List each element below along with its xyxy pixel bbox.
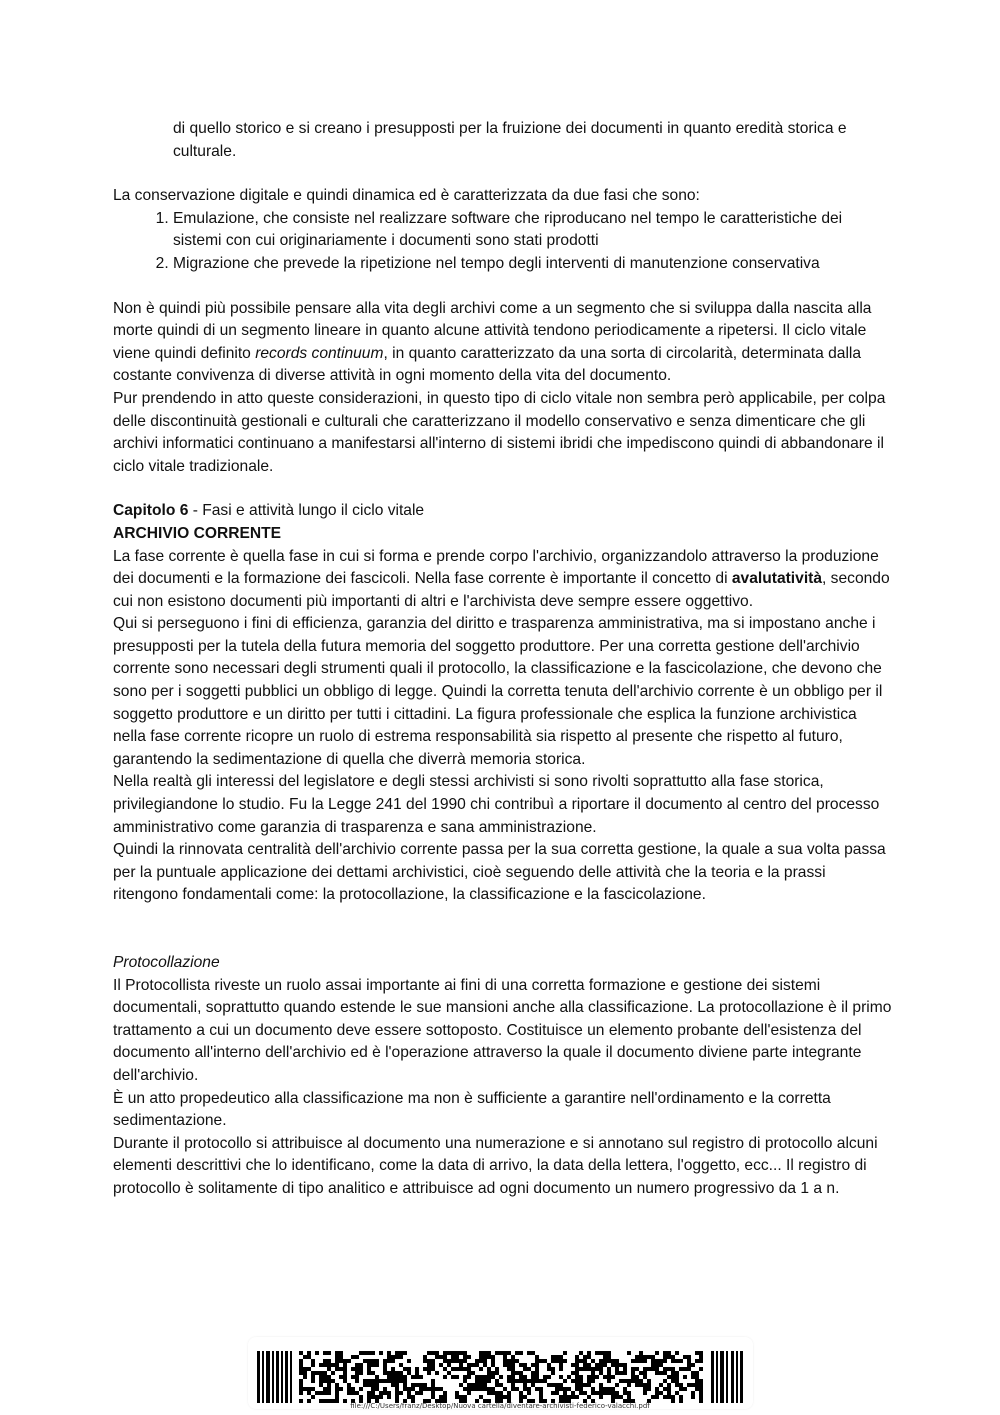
lifecycle-paragraph-2: Pur prendendo in atto queste considerazioni, in questo tipo di ciclo vitale non sembra però applicabile, per colpa delle discontinuità gestionali e culturali che caratterizzano il modello conservativo e senza dimenticare che gli archivi informatici continuano a manifestarsi all'interno di sistemi ibridi che impediscono quindi di abbandonare il ciclo vitale tradizionale.	[113, 389, 886, 475]
subsection-heading: Protocollazione	[113, 954, 220, 971]
continuation-paragraph: di quello storico e si creano i presupposti per la fruizione dei documenti in quanto eredità storica e culturale.	[173, 120, 847, 160]
body-text	[113, 118, 893, 1201]
text-run: , in quanto caratterizzato da una sorta di circolarità, determinata dalla costante convivenza di diverse attività in ogni momento della vita del documento.	[113, 344, 862, 385]
protocol-paragraph-3: Durante il protocollo si attribuisce al documento una numerazione e si annotano sul registro di protocollo alcuni elementi descrittivi che lo identificano, come la data di arrivo, la data della lettera, l'oggetto, ecc... Il registro di protocollo è solitamente di tipo analitico e attribuisce ad ogni documento un numero progressivo da 1 a n.	[113, 1134, 878, 1197]
barcode	[248, 1337, 753, 1409]
chapter-paragraph-3: Nella realtà gli interessi del legislatore e degli stessi archivisti si sono rivolti soprattutto alla fase storica, privilegiandone lo studio. Fu la Legge 241 del 1990 chi contribuì a riportare il documento al centro del processo amministrativo come garanzia di trasparenza e sana amministrazione.	[113, 773, 880, 836]
chapter-heading	[113, 500, 893, 523]
text-run: , secondo cui non esistono documenti più importanti di altri e l'archivista deve sempre essere oggettivo.	[113, 570, 890, 610]
list-item: 1. Emulazione, che consiste nel realizzare software che riproducano nel tempo le caratteristiche dei sistemi con cui originariamente i documenti sono stati prodotti	[173, 208, 893, 253]
digital-conservation-intro: La conservazione digitale e quindi dinamica ed è caratterizzata da due fasi che sono:	[113, 187, 700, 205]
text-run: Non è quindi più possibile pensare alla vita degli archivi come a un segmento che si sviluppa dalla nascita alla morte quindi di un segmento lineare in quanto alcune attività tendono periodicamente a ripetersi. Il ciclo vitale viene quindi definito	[113, 299, 872, 362]
chapter-label: Capitolo 6	[113, 502, 189, 520]
conservation-phases-list	[113, 208, 893, 276]
section-heading: ARCHIVIO CORRENTE	[113, 524, 282, 542]
protocol-paragraph: Il Protocollista riveste un ruolo assai importante ai fini di una corretta formazione e gestione dei sistemi documentali, soprattutto quando estende le sue mansioni anche alla classificazione. La protocollazione è il primo trattamento a cui un documento deve essere sottoposto. Costituisce un elemento probante dell'esistenza del documento all'interno dell'archivio ed è l'operazione attraverso la quale il documento diviene parte integrante dell'archivio.	[113, 976, 892, 1084]
chapter-paragraph-4: Quindi la rinnovata centralità dell'archivio corrente passa per la sua corretta gestione, la quale a sua volta passa per la puntuale applicazione dei dettami archivistici, cioè seguendo delle attività che la teoria e la prassi ritengono fondamentali come: la protocollazione, la classificazione e la fascicolazione.	[113, 841, 886, 904]
chapter-paragraph	[113, 546, 893, 614]
chapter-paragraph-2: Qui si perseguono i fini di efficienza, garanzia del diritto e trasparenza amministrativa, ma si impostano anche i presupposti per la tutela della futura memoria del soggetto produttore. Per una corretta gestione dell'archivio corrente sono necessari degli strumenti quali il protocollo, la classificazione e la fascicolazione, che devono che sono per i soggetti pubblici un obbligo di legge. Quindi la corretta tenuta dell'archivio corrente è un obbligo per il soggetto produttore e un diritto per tutti i cittadini. La figura professionale che esplica la funzione archivistica nella fase corrente ricopre un ruolo di estrema responsabilità sia rispetto al presente che rispetto al futuro, garantendo la sedimentazione di quella che diverrà memoria storica.	[113, 615, 883, 768]
lifecycle-paragraph	[113, 298, 893, 388]
records-continuum-term: records continuum	[255, 344, 384, 362]
footer-file-path: file:///C:/Users/franz/Desktop/Nuova cartella/diventare-archivisti-federico-valacchi.pdf	[350, 1402, 650, 1410]
avalutativita-term: avalutatività	[731, 570, 823, 588]
list-item: 2. Migrazione che prevede la ripetizione nel tempo degli interventi di manutenzione conservativa	[173, 253, 893, 276]
text-run: La fase corrente è quella fase in cui si forma e prende corpo l'archivio, organizzandolo attraverso la produzione dei documenti e la formazione dei fascicoli. Nella fase corrente è importante il concetto di	[113, 547, 879, 588]
chapter-title: - Fasi e attività lungo il ciclo vitale	[188, 502, 425, 520]
barcode-graphic	[255, 1351, 745, 1403]
protocol-paragraph-2: È un atto propedeutico alla classificazione ma non è sufficiente a garantire nell'ordinamento e la corretta sedimentazione.	[113, 1089, 831, 1130]
